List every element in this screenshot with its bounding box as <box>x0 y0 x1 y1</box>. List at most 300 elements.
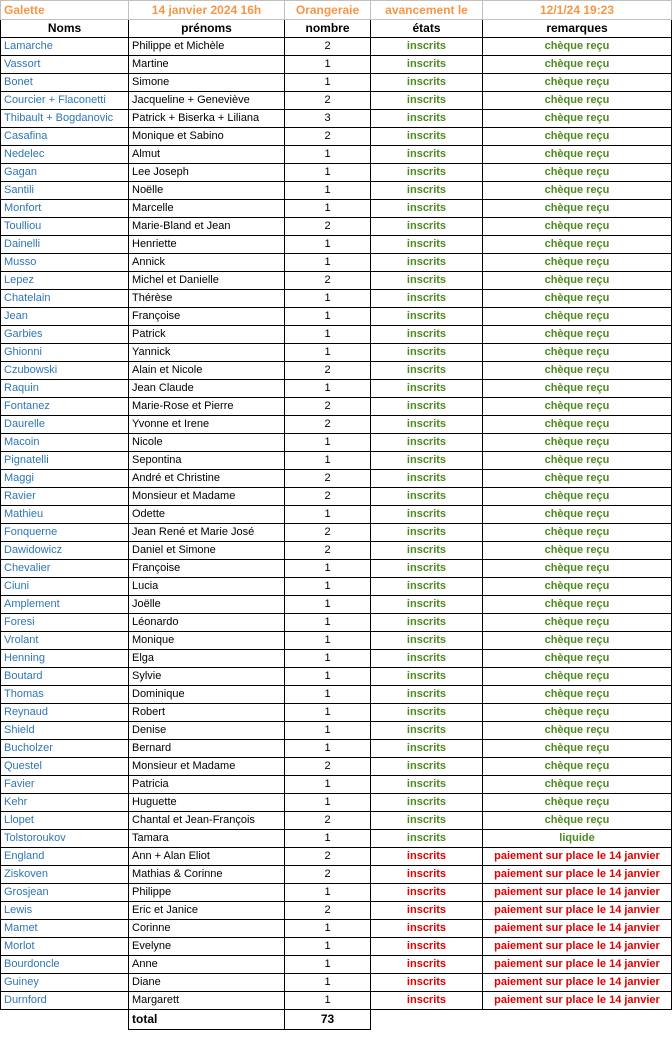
header-noms[interactable]: Noms <box>1 20 129 38</box>
cell-etat[interactable]: inscrits <box>371 506 483 524</box>
cell-prenom[interactable]: Jacqueline + Geneviève <box>129 92 285 110</box>
table-row <box>1 56 672 74</box>
cell-remarque[interactable]: chèque reçu <box>483 380 672 398</box>
cell-nom[interactable]: Questel <box>1 758 129 776</box>
cell-prenom[interactable]: Lee Joseph <box>129 164 285 182</box>
cell-etat[interactable]: inscrits <box>371 488 483 506</box>
cell-remarque[interactable]: chèque reçu <box>483 398 672 416</box>
cell-nombre[interactable]: 1 <box>285 308 371 326</box>
cell-nom[interactable]: Shield <box>1 722 129 740</box>
cell-remarque[interactable]: chèque reçu <box>483 470 672 488</box>
cell-prenom[interactable]: André et Christine <box>129 470 285 488</box>
cell-nombre[interactable]: 2 <box>285 272 371 290</box>
cell-nom[interactable]: Chatelain <box>1 290 129 308</box>
cell-prenom[interactable]: Marie-Bland et Jean <box>129 218 285 236</box>
cell-etat[interactable]: inscrits <box>371 902 483 920</box>
cell-etat[interactable]: inscrits <box>371 110 483 128</box>
cell-remarque[interactable]: chèque reçu <box>483 344 672 362</box>
cell-nombre[interactable]: 1 <box>285 668 371 686</box>
cell-remarque[interactable]: chèque reçu <box>483 146 672 164</box>
cell-remarque[interactable]: paiement sur place le 14 janvier <box>483 920 672 938</box>
cell-prenom[interactable]: Nicole <box>129 434 285 452</box>
cell-nombre[interactable]: 1 <box>285 992 371 1010</box>
cell-nom[interactable]: Daurelle <box>1 416 129 434</box>
cell-remarque[interactable]: chèque reçu <box>483 362 672 380</box>
cell-nom[interactable]: Bonet <box>1 74 129 92</box>
cell-nom[interactable]: Vassort <box>1 56 129 74</box>
cell-prenom[interactable]: Marcelle <box>129 200 285 218</box>
cell-etat[interactable]: inscrits <box>371 686 483 704</box>
cell-nombre[interactable]: 1 <box>285 380 371 398</box>
cell-remarque[interactable]: chèque reçu <box>483 758 672 776</box>
cell-nombre[interactable]: 1 <box>285 632 371 650</box>
cell-etat[interactable]: inscrits <box>371 938 483 956</box>
cell-nombre[interactable]: 1 <box>285 650 371 668</box>
cell-nombre[interactable]: 1 <box>285 722 371 740</box>
empty-cell <box>1 1010 129 1030</box>
cell-remarque[interactable]: chèque reçu <box>483 560 672 578</box>
cell-nom[interactable]: Ghionni <box>1 344 129 362</box>
cell-nom[interactable]: Casafina <box>1 128 129 146</box>
cell-nom[interactable]: Grosjean <box>1 884 129 902</box>
cell-nom[interactable]: Guiney <box>1 974 129 992</box>
cell-nombre[interactable]: 1 <box>285 56 371 74</box>
cell-remarque[interactable]: chèque reçu <box>483 704 672 722</box>
table-row <box>1 272 672 290</box>
header-prenoms[interactable]: prénoms <box>129 20 285 38</box>
cell-prenom[interactable]: Noëlle <box>129 182 285 200</box>
cell-remarque[interactable]: chèque reçu <box>483 182 672 200</box>
cell-remarque[interactable]: chèque reçu <box>483 290 672 308</box>
header-nombre[interactable]: nombre <box>285 20 371 38</box>
cell-nombre[interactable]: 1 <box>285 290 371 308</box>
cell-etat[interactable]: inscrits <box>371 884 483 902</box>
cell-nom[interactable]: Toulliou <box>1 218 129 236</box>
cell-remarque[interactable]: chèque reçu <box>483 776 672 794</box>
cell-etat[interactable]: inscrits <box>371 56 483 74</box>
cell-nombre[interactable]: 2 <box>285 362 371 380</box>
cell-nom[interactable]: Amplement <box>1 596 129 614</box>
cell-nom[interactable]: Bourdoncle <box>1 956 129 974</box>
cell-remarque[interactable]: chèque reçu <box>483 452 672 470</box>
cell-etat[interactable]: inscrits <box>371 380 483 398</box>
cell-prenom[interactable]: Françoise <box>129 308 285 326</box>
cell-nombre[interactable]: 2 <box>285 524 371 542</box>
cell-etat[interactable]: inscrits <box>371 398 483 416</box>
cell-remarque[interactable]: chèque reçu <box>483 38 672 56</box>
table-row <box>1 488 672 506</box>
cell-prenom[interactable]: Sepontina <box>129 452 285 470</box>
cell-nom[interactable]: Thomas <box>1 686 129 704</box>
cell-etat[interactable]: inscrits <box>371 632 483 650</box>
cell-nombre[interactable]: 2 <box>285 866 371 884</box>
cell-nom[interactable]: Vrolant <box>1 632 129 650</box>
cell-etat[interactable]: inscrits <box>371 614 483 632</box>
cell-etat[interactable]: inscrits <box>371 452 483 470</box>
cell-prenom[interactable]: Michel et Danielle <box>129 272 285 290</box>
cell-nombre[interactable]: 1 <box>285 794 371 812</box>
cell-nom[interactable]: Monfort <box>1 200 129 218</box>
total-value[interactable]: 73 <box>285 1010 371 1030</box>
cell-prenom[interactable]: Joëlle <box>129 596 285 614</box>
cell-nombre[interactable]: 2 <box>285 542 371 560</box>
cell-prenom[interactable]: Jean René et Marie José <box>129 524 285 542</box>
cell-prenom[interactable]: Lucia <box>129 578 285 596</box>
cell-etat[interactable]: inscrits <box>371 722 483 740</box>
cell-etat[interactable]: inscrits <box>371 470 483 488</box>
cell-remarque[interactable]: chèque reçu <box>483 596 672 614</box>
cell-nombre[interactable]: 2 <box>285 488 371 506</box>
cell-nom[interactable]: Raquin <box>1 380 129 398</box>
cell-nombre[interactable]: 2 <box>285 398 371 416</box>
cell-prenom[interactable]: Bernard <box>129 740 285 758</box>
cell-nom[interactable]: Santili <box>1 182 129 200</box>
cell-remarque[interactable]: chèque reçu <box>483 416 672 434</box>
cell-nombre[interactable]: 1 <box>285 254 371 272</box>
event-date[interactable]: 14 janvier 2024 16h <box>129 1 285 20</box>
cell-prenom[interactable]: Patrick <box>129 326 285 344</box>
cell-prenom[interactable]: Corinne <box>129 920 285 938</box>
cell-nom[interactable]: Tolstoroukov <box>1 830 129 848</box>
cell-etat[interactable]: inscrits <box>371 290 483 308</box>
table-row <box>1 992 672 1010</box>
cell-etat[interactable]: inscrits <box>371 542 483 560</box>
cell-etat[interactable]: inscrits <box>371 344 483 362</box>
cell-prenom[interactable]: Philippe et Michèle <box>129 38 285 56</box>
cell-prenom[interactable]: Mathias & Corinne <box>129 866 285 884</box>
cell-prenom[interactable]: Henriette <box>129 236 285 254</box>
cell-etat[interactable]: inscrits <box>371 362 483 380</box>
cell-nombre[interactable]: 1 <box>285 506 371 524</box>
cell-etat[interactable]: inscrits <box>371 794 483 812</box>
cell-nom[interactable]: Macoin <box>1 434 129 452</box>
cell-remarque[interactable]: chèque reçu <box>483 740 672 758</box>
cell-nombre[interactable]: 1 <box>285 146 371 164</box>
cell-etat[interactable]: inscrits <box>371 956 483 974</box>
cell-nombre[interactable]: 1 <box>285 956 371 974</box>
cell-remarque[interactable]: chèque reçu <box>483 434 672 452</box>
cell-nombre[interactable]: 2 <box>285 902 371 920</box>
table-row <box>1 614 672 632</box>
cell-nom[interactable]: Musso <box>1 254 129 272</box>
cell-nombre[interactable]: 1 <box>285 326 371 344</box>
cell-prenom[interactable]: Daniel et Simone <box>129 542 285 560</box>
cell-nom[interactable]: Llopet <box>1 812 129 830</box>
cell-nombre[interactable]: 1 <box>285 560 371 578</box>
cell-nom[interactable]: Mathieu <box>1 506 129 524</box>
event-place[interactable]: Orangeraie <box>285 1 371 20</box>
table-row <box>1 884 672 902</box>
progress-date[interactable]: 12/1/24 19:23 <box>483 1 672 20</box>
cell-prenom[interactable]: Simone <box>129 74 285 92</box>
cell-nombre[interactable]: 1 <box>285 200 371 218</box>
cell-nom[interactable]: Pignatelli <box>1 452 129 470</box>
cell-nombre[interactable]: 1 <box>285 704 371 722</box>
cell-prenom[interactable]: Thérèse <box>129 290 285 308</box>
table-row <box>1 650 672 668</box>
cell-etat[interactable]: inscrits <box>371 704 483 722</box>
cell-prenom[interactable]: Patrick + Biserka + Liliana <box>129 110 285 128</box>
cell-nombre[interactable]: 1 <box>285 830 371 848</box>
cell-prenom[interactable]: Philippe <box>129 884 285 902</box>
cell-remarque[interactable]: chèque reçu <box>483 506 672 524</box>
cell-prenom[interactable]: Monique <box>129 632 285 650</box>
cell-nom[interactable]: Durnford <box>1 992 129 1010</box>
cell-nom[interactable]: Lamarche <box>1 38 129 56</box>
cell-etat[interactable]: inscrits <box>371 578 483 596</box>
cell-etat[interactable]: inscrits <box>371 38 483 56</box>
cell-prenom[interactable]: Ann + Alan Eliot <box>129 848 285 866</box>
cell-etat[interactable]: inscrits <box>371 164 483 182</box>
cell-remarque[interactable]: paiement sur place le 14 janvier <box>483 848 672 866</box>
cell-nombre[interactable]: 3 <box>285 110 371 128</box>
cell-nom[interactable]: Jean <box>1 308 129 326</box>
table-row <box>1 776 672 794</box>
cell-nombre[interactable]: 1 <box>285 344 371 362</box>
cell-nombre[interactable]: 1 <box>285 686 371 704</box>
table-row <box>1 938 672 956</box>
table-row <box>1 596 672 614</box>
cell-nom[interactable]: Boutard <box>1 668 129 686</box>
table-row <box>1 902 672 920</box>
cell-prenom[interactable]: Diane <box>129 974 285 992</box>
cell-nom[interactable]: Morlot <box>1 938 129 956</box>
cell-nombre[interactable]: 2 <box>285 470 371 488</box>
cell-nombre[interactable]: 1 <box>285 182 371 200</box>
cell-prenom[interactable]: Léonardo <box>129 614 285 632</box>
cell-prenom[interactable]: Almut <box>129 146 285 164</box>
cell-etat[interactable]: inscrits <box>371 236 483 254</box>
cell-remarque[interactable]: chèque reçu <box>483 794 672 812</box>
cell-etat[interactable]: inscrits <box>371 308 483 326</box>
cell-nom[interactable]: Henning <box>1 650 129 668</box>
cell-etat[interactable]: inscrits <box>371 92 483 110</box>
cell-prenom[interactable]: Monsieur et Madame <box>129 758 285 776</box>
cell-prenom[interactable]: Anne <box>129 956 285 974</box>
cell-nombre[interactable]: 1 <box>285 776 371 794</box>
cell-etat[interactable]: inscrits <box>371 416 483 434</box>
cell-nombre[interactable]: 2 <box>285 416 371 434</box>
cell-prenom[interactable]: Annick <box>129 254 285 272</box>
cell-nombre[interactable]: 1 <box>285 884 371 902</box>
cell-prenom[interactable]: Yvonne et Irene <box>129 416 285 434</box>
cell-etat[interactable]: inscrits <box>371 848 483 866</box>
cell-etat[interactable]: inscrits <box>371 146 483 164</box>
cell-nombre[interactable]: 2 <box>285 92 371 110</box>
cell-prenom[interactable]: Elga <box>129 650 285 668</box>
header-remarques[interactable]: remarques <box>483 20 672 38</box>
cell-nom[interactable]: Reynaud <box>1 704 129 722</box>
cell-prenom[interactable]: Chantal et Jean-François <box>129 812 285 830</box>
cell-prenom[interactable]: Denise <box>129 722 285 740</box>
cell-nombre[interactable]: 1 <box>285 740 371 758</box>
cell-remarque[interactable]: paiement sur place le 14 janvier <box>483 974 672 992</box>
cell-nom[interactable]: Fonquerne <box>1 524 129 542</box>
cell-prenom[interactable]: Monique et Sabino <box>129 128 285 146</box>
cell-remarque[interactable]: chèque reçu <box>483 272 672 290</box>
cell-remarque[interactable]: chèque reçu <box>483 632 672 650</box>
cell-prenom[interactable]: Evelyne <box>129 938 285 956</box>
cell-nom[interactable]: Fontanez <box>1 398 129 416</box>
cell-etat[interactable]: inscrits <box>371 740 483 758</box>
cell-nombre[interactable]: 2 <box>285 812 371 830</box>
cell-remarque[interactable]: chèque reçu <box>483 56 672 74</box>
cell-remarque[interactable]: chèque reçu <box>483 722 672 740</box>
cell-nom[interactable]: Garbies <box>1 326 129 344</box>
cell-remarque[interactable]: chèque reçu <box>483 668 672 686</box>
cell-etat[interactable]: inscrits <box>371 758 483 776</box>
cell-nom[interactable]: Ciuni <box>1 578 129 596</box>
cell-remarque[interactable]: paiement sur place le 14 janvier <box>483 866 672 884</box>
cell-nom[interactable]: Dainelli <box>1 236 129 254</box>
cell-prenom[interactable]: Tamara <box>129 830 285 848</box>
cell-remarque[interactable]: liquide <box>483 830 672 848</box>
cell-nombre[interactable]: 2 <box>285 128 371 146</box>
cell-nombre[interactable]: 1 <box>285 236 371 254</box>
header-etats[interactable]: états <box>371 20 483 38</box>
cell-remarque[interactable]: chèque reçu <box>483 236 672 254</box>
cell-nombre[interactable]: 1 <box>285 74 371 92</box>
cell-prenom[interactable]: Dominique <box>129 686 285 704</box>
cell-nom[interactable]: Bucholzer <box>1 740 129 758</box>
cell-etat[interactable]: inscrits <box>371 254 483 272</box>
cell-remarque[interactable]: chèque reçu <box>483 686 672 704</box>
cell-etat[interactable]: inscrits <box>371 218 483 236</box>
cell-prenom[interactable]: Françoise <box>129 560 285 578</box>
cell-nombre[interactable]: 1 <box>285 452 371 470</box>
cell-prenom[interactable]: Huguette <box>129 794 285 812</box>
cell-prenom[interactable]: Eric et Janice <box>129 902 285 920</box>
cell-nom[interactable]: Gagan <box>1 164 129 182</box>
cell-nombre[interactable]: 2 <box>285 848 371 866</box>
cell-remarque[interactable]: chèque reçu <box>483 524 672 542</box>
cell-etat[interactable]: inscrits <box>371 992 483 1010</box>
cell-etat[interactable]: inscrits <box>371 200 483 218</box>
cell-remarque[interactable]: chèque reçu <box>483 308 672 326</box>
cell-etat[interactable]: inscrits <box>371 128 483 146</box>
table-row <box>1 218 672 236</box>
cell-remarque[interactable]: chèque reçu <box>483 812 672 830</box>
cell-etat[interactable]: inscrits <box>371 776 483 794</box>
cell-prenom[interactable]: Jean Claude <box>129 380 285 398</box>
cell-remarque[interactable]: paiement sur place le 14 janvier <box>483 902 672 920</box>
cell-remarque[interactable]: chèque reçu <box>483 488 672 506</box>
cell-remarque[interactable]: chèque reçu <box>483 578 672 596</box>
cell-etat[interactable]: inscrits <box>371 182 483 200</box>
cell-nom[interactable]: Favier <box>1 776 129 794</box>
cell-etat[interactable]: inscrits <box>371 920 483 938</box>
cell-nombre[interactable]: 1 <box>285 614 371 632</box>
cell-nombre[interactable]: 1 <box>285 596 371 614</box>
cell-etat[interactable]: inscrits <box>371 560 483 578</box>
cell-remarque[interactable]: chèque reçu <box>483 542 672 560</box>
cell-remarque[interactable]: chèque reçu <box>483 218 672 236</box>
cell-remarque[interactable]: paiement sur place le 14 janvier <box>483 992 672 1010</box>
cell-etat[interactable]: inscrits <box>371 74 483 92</box>
cell-prenom[interactable]: Monsieur et Madame <box>129 488 285 506</box>
cell-prenom[interactable]: Sylvie <box>129 668 285 686</box>
table-row <box>1 524 672 542</box>
cell-nom[interactable]: Kehr <box>1 794 129 812</box>
cell-prenom[interactable]: Marie-Rose et Pierre <box>129 398 285 416</box>
cell-etat[interactable]: inscrits <box>371 650 483 668</box>
table-row <box>1 974 672 992</box>
cell-etat[interactable]: inscrits <box>371 434 483 452</box>
cell-prenom[interactable]: Alain et Nicole <box>129 362 285 380</box>
cell-nom[interactable]: Foresi <box>1 614 129 632</box>
cell-prenom[interactable]: Martine <box>129 56 285 74</box>
cell-etat[interactable]: inscrits <box>371 974 483 992</box>
cell-remarque[interactable]: chèque reçu <box>483 650 672 668</box>
cell-etat[interactable]: inscrits <box>371 524 483 542</box>
cell-prenom[interactable]: Margarett <box>129 992 285 1010</box>
cell-etat[interactable]: inscrits <box>371 830 483 848</box>
table-row <box>1 812 672 830</box>
cell-nombre[interactable]: 1 <box>285 434 371 452</box>
cell-remarque[interactable]: paiement sur place le 14 janvier <box>483 938 672 956</box>
progress-label[interactable]: avancement le <box>371 1 483 20</box>
cell-remarque[interactable]: chèque reçu <box>483 92 672 110</box>
cell-nombre[interactable]: 2 <box>285 38 371 56</box>
cell-remarque[interactable]: chèque reçu <box>483 128 672 146</box>
cell-nombre[interactable]: 1 <box>285 938 371 956</box>
cell-nom[interactable]: Ziskoven <box>1 866 129 884</box>
cell-remarque[interactable]: chèque reçu <box>483 614 672 632</box>
cell-nom[interactable]: Courcier + Flaconetti <box>1 92 129 110</box>
cell-nom[interactable]: Chevalier <box>1 560 129 578</box>
cell-nom[interactable]: Dawidowicz <box>1 542 129 560</box>
cell-remarque[interactable]: chèque reçu <box>483 110 672 128</box>
cell-remarque[interactable]: chèque reçu <box>483 326 672 344</box>
cell-nombre[interactable]: 2 <box>285 758 371 776</box>
cell-nom[interactable]: Lepez <box>1 272 129 290</box>
cell-etat[interactable]: inscrits <box>371 596 483 614</box>
cell-etat[interactable]: inscrits <box>371 866 483 884</box>
cell-nombre[interactable]: 2 <box>285 218 371 236</box>
cell-nom[interactable]: England <box>1 848 129 866</box>
cell-etat[interactable]: inscrits <box>371 272 483 290</box>
cell-nom[interactable]: Czubowski <box>1 362 129 380</box>
cell-etat[interactable]: inscrits <box>371 668 483 686</box>
cell-remarque[interactable]: chèque reçu <box>483 74 672 92</box>
cell-prenom[interactable]: Patricia <box>129 776 285 794</box>
cell-remarque[interactable]: paiement sur place le 14 janvier <box>483 956 672 974</box>
cell-nom[interactable]: Thibault + Bogdanovic <box>1 110 129 128</box>
cell-etat[interactable]: inscrits <box>371 812 483 830</box>
cell-nom[interactable]: Mamet <box>1 920 129 938</box>
cell-prenom[interactable]: Robert <box>129 704 285 722</box>
total-label[interactable]: total <box>129 1010 285 1030</box>
cell-nom[interactable]: Ravier <box>1 488 129 506</box>
cell-remarque[interactable]: chèque reçu <box>483 200 672 218</box>
cell-nom[interactable]: Nedelec <box>1 146 129 164</box>
cell-nombre[interactable]: 1 <box>285 164 371 182</box>
table-row <box>1 164 672 182</box>
cell-nom[interactable]: Maggi <box>1 470 129 488</box>
title-row <box>1 1 672 20</box>
cell-nombre[interactable]: 1 <box>285 920 371 938</box>
cell-prenom[interactable]: Yannick <box>129 344 285 362</box>
cell-remarque[interactable]: chèque reçu <box>483 164 672 182</box>
cell-nombre[interactable]: 1 <box>285 578 371 596</box>
cell-remarque[interactable]: paiement sur place le 14 janvier <box>483 884 672 902</box>
cell-nombre[interactable]: 1 <box>285 974 371 992</box>
cell-etat[interactable]: inscrits <box>371 326 483 344</box>
cell-prenom[interactable]: Odette <box>129 506 285 524</box>
event-title[interactable]: Galette <box>1 1 129 20</box>
cell-nom[interactable]: Lewis <box>1 902 129 920</box>
cell-remarque[interactable]: chèque reçu <box>483 254 672 272</box>
